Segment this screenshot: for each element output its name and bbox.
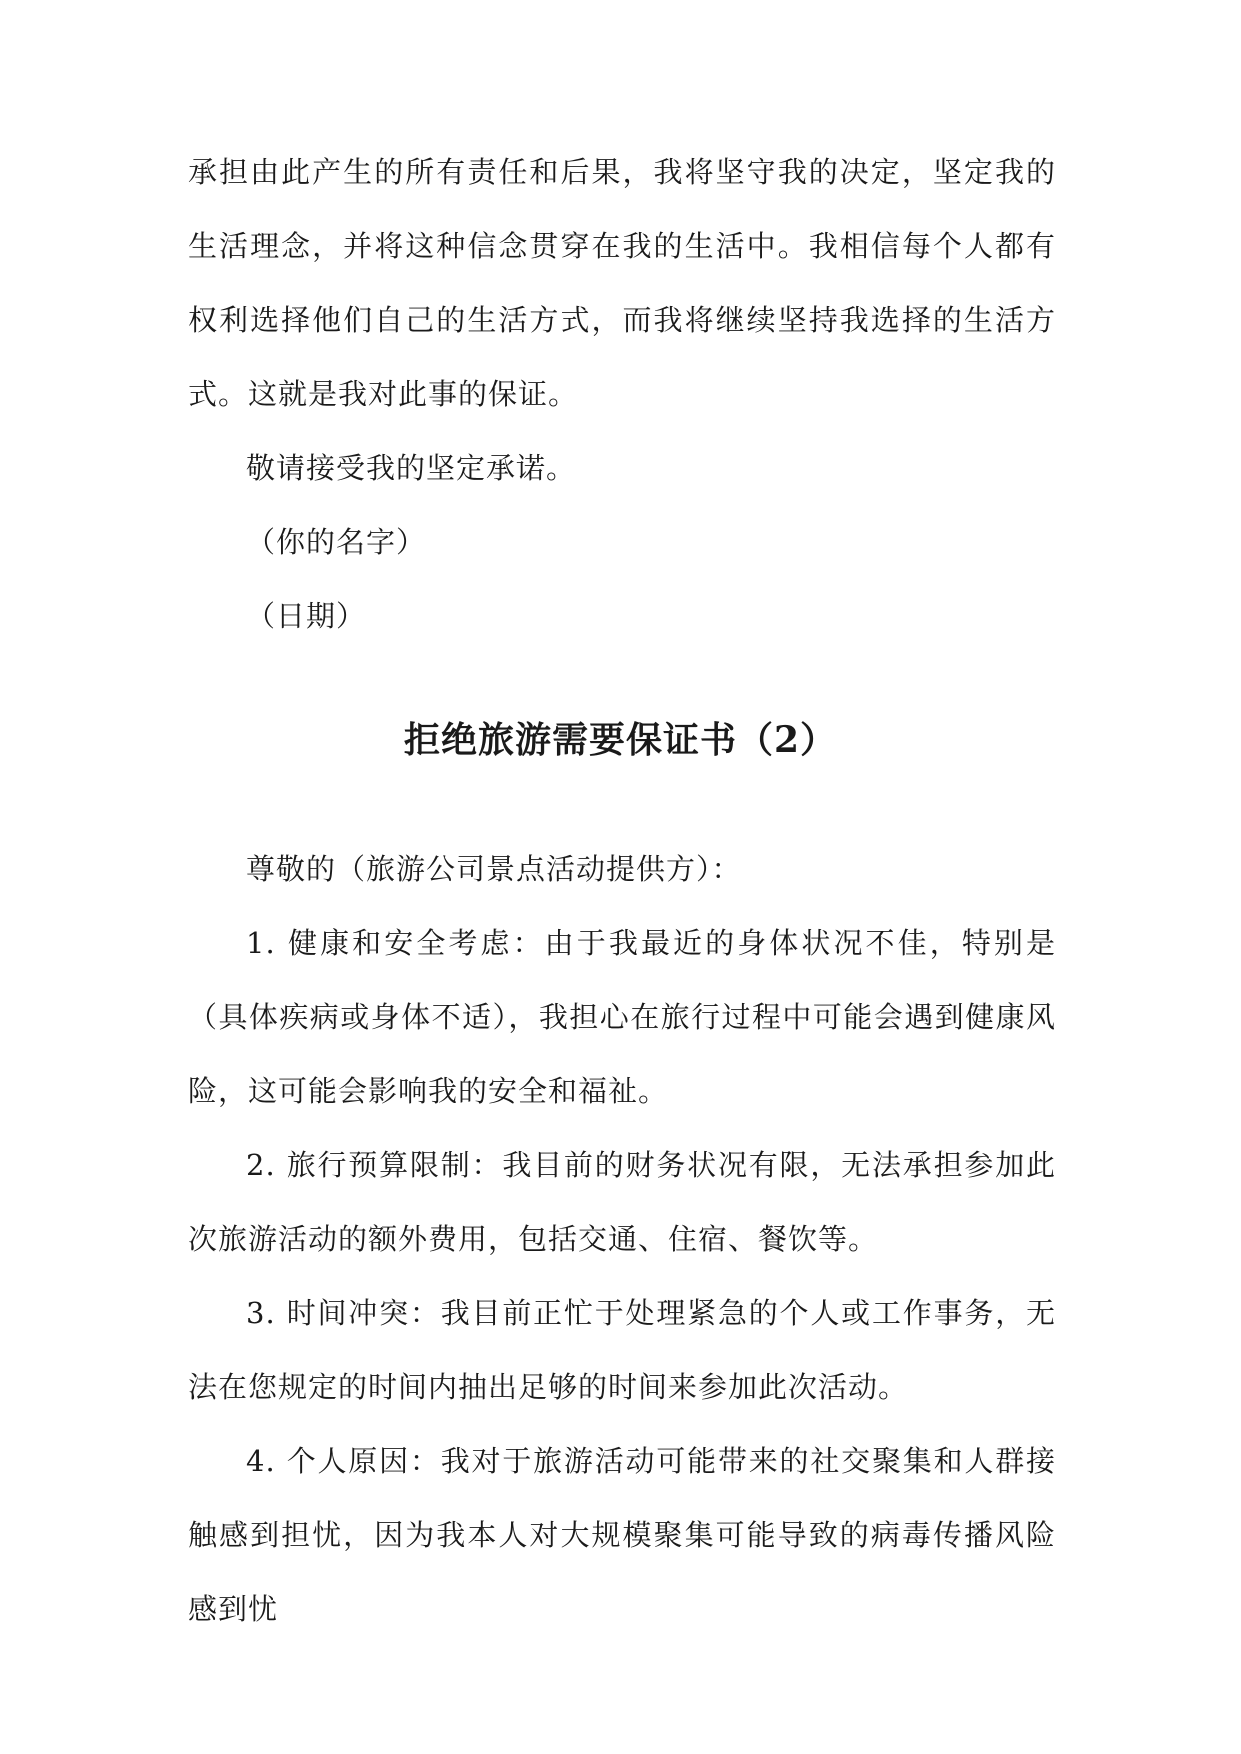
signature-date-placeholder: （日期） [246,599,367,633]
document-title: 拒绝旅游需要保证书（2） [403,719,838,761]
list-item-time: 3. 时间冲突：我目前正忙于处理紧急的个人或工作事务，无法在您规定的时间内抽出足够的时间来参加此次活动。 [188,1296,1056,1404]
list-item-budget: 2. 旅行预算限制：我目前的财务状况有限，无法承担参加此次旅游活动的额外费用，包括交通、住宿、餐饮等。 [188,1148,1056,1256]
salutation: 尊敬的（旅游公司景点活动提供方）： [246,852,742,886]
closing-line: 敬请接受我的坚定承诺。 [246,451,577,485]
signature-name-placeholder: （你的名字） [246,525,427,559]
continuation-paragraph: 承担由此产生的所有责任和后果，我将坚守我的决定，坚定我的生活理念，并将这种信念贯穿在我的生活中。我相信每个人都有权利选择他们自己的生活方式，而我将继续坚持我选择的生活方式。这就是我对此事的保证。 [188,155,1056,411]
list-item-personal: 4. 个人原因：我对于旅游活动可能带来的社交聚集和人群接触感到担忧，因为我本人对大规模聚集可能导致的病毒传播风险感到忧 [188,1444,1056,1626]
list-item-health: 1. 健康和安全考虑：由于我最近的身体状况不佳，特别是（具体疾病或身体不适），我担心在旅行过程中可能会遇到健康风险，这可能会影响我的安全和福祉。 [188,926,1056,1108]
